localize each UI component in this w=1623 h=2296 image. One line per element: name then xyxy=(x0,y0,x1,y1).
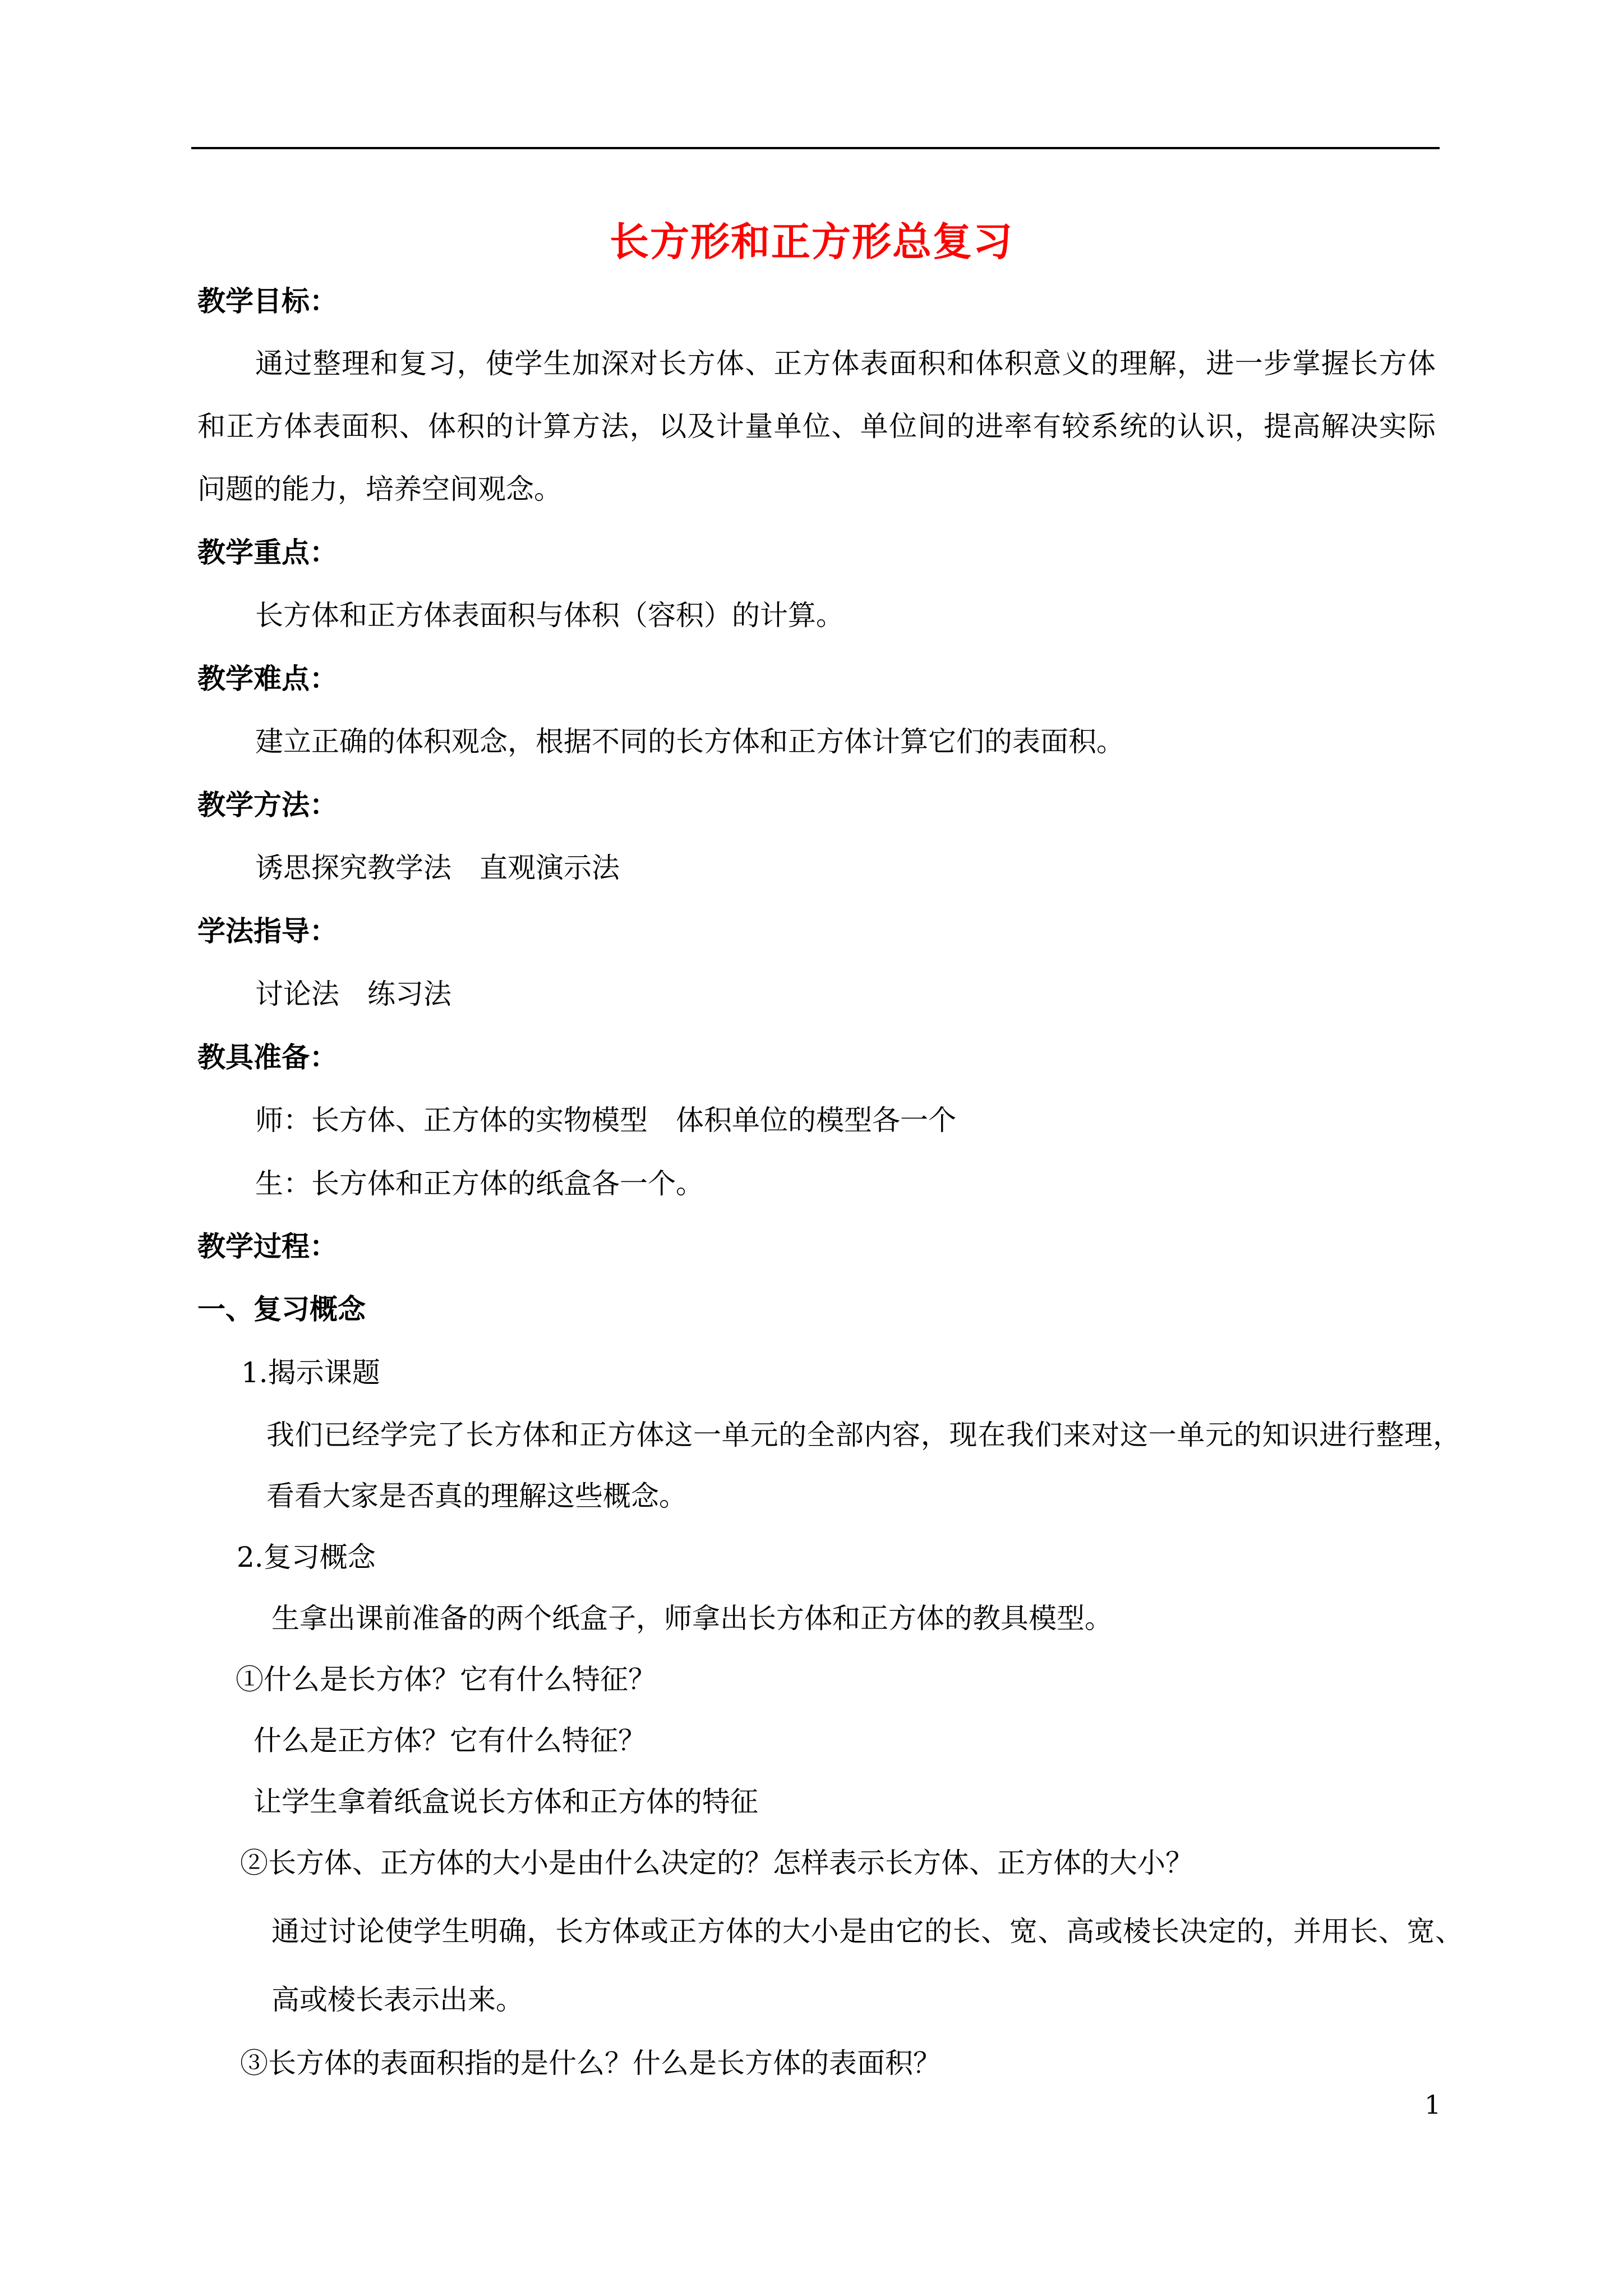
question-1c: 让学生拿着纸盒说长方体和正方体的特征 xyxy=(253,1786,758,1818)
part1-heading: 一、复习概念 xyxy=(197,1292,366,1326)
process-heading: 教学过程： xyxy=(197,1230,338,1263)
question-2: ②长方体、正方体的大小是由什么决定的？怎样表示长方体、正方体的大小？ xyxy=(240,1847,1193,1879)
question-3: ③长方体的表面积指的是什么？什么是长方体的表面积？ xyxy=(240,2047,941,2079)
methods-text: 诱思探究教学法 直观演示法 xyxy=(255,852,620,884)
question-2-line-1: 通过讨论使学生明确，长方体或正方体的大小是由它的长、宽、高或棱长决定的，并用长、宽、 xyxy=(271,1915,1463,1948)
step2-intro: 生拿出课前准备的两个纸盒子，师拿出长方体和正方体的教具模型。 xyxy=(271,1602,1113,1635)
difficulties-heading: 教学难点： xyxy=(197,662,338,695)
difficulties-text: 建立正确的体积观念，根据不同的长方体和正方体计算它们的表面积。 xyxy=(255,725,1124,758)
step1-line-2: 看看大家是否真的理解这些概念。 xyxy=(266,1480,687,1512)
objectives-line-1: 通过整理和复习，使学生加深对长方体、正方体表面积和体积意义的理解，进一步掌握长方体 xyxy=(255,347,1436,380)
step1-title: 1.揭示课题 xyxy=(241,1356,380,1389)
objectives-heading: 教学目标： xyxy=(197,284,338,318)
step1-line-1: 我们已经学完了长方体和正方体这一单元的全部内容，现在我们来对这一单元的知识进行整理， xyxy=(266,1419,1461,1451)
materials-student: 生：长方体和正方体的纸盒各一个。 xyxy=(255,1167,704,1200)
page-number: 1 xyxy=(1424,2090,1441,2120)
key-points-text: 长方体和正方体表面积与体积（容积）的计算。 xyxy=(255,599,844,632)
header-rule xyxy=(191,147,1440,149)
question-1: ①什么是长方体？它有什么特征？ xyxy=(236,1663,656,1696)
question-2-line-2: 高或棱长表示出来。 xyxy=(271,1984,524,2016)
methods-heading: 教学方法： xyxy=(197,788,338,821)
materials-heading: 教具准备： xyxy=(197,1041,338,1074)
objectives-line-2: 和正方体表面积、体积的计算方法，以及计量单位、单位间的进率有较系统的认识，提高解决实际 xyxy=(197,410,1436,443)
step2-title: 2.复习概念 xyxy=(237,1541,376,1573)
key-points-heading: 教学重点： xyxy=(197,536,338,569)
materials-teacher: 师：长方体、正方体的实物模型 体积单位的模型各一个 xyxy=(255,1104,956,1137)
objectives-line-3: 问题的能力，培养空间观念。 xyxy=(197,473,562,505)
study-guidance-text: 讨论法 练习法 xyxy=(255,978,451,1010)
study-guidance-heading: 学法指导： xyxy=(197,914,338,947)
page-title: 长方形和正方形总复习 xyxy=(610,218,1013,265)
question-1b: 什么是正方体？它有什么特征？ xyxy=(253,1724,646,1757)
